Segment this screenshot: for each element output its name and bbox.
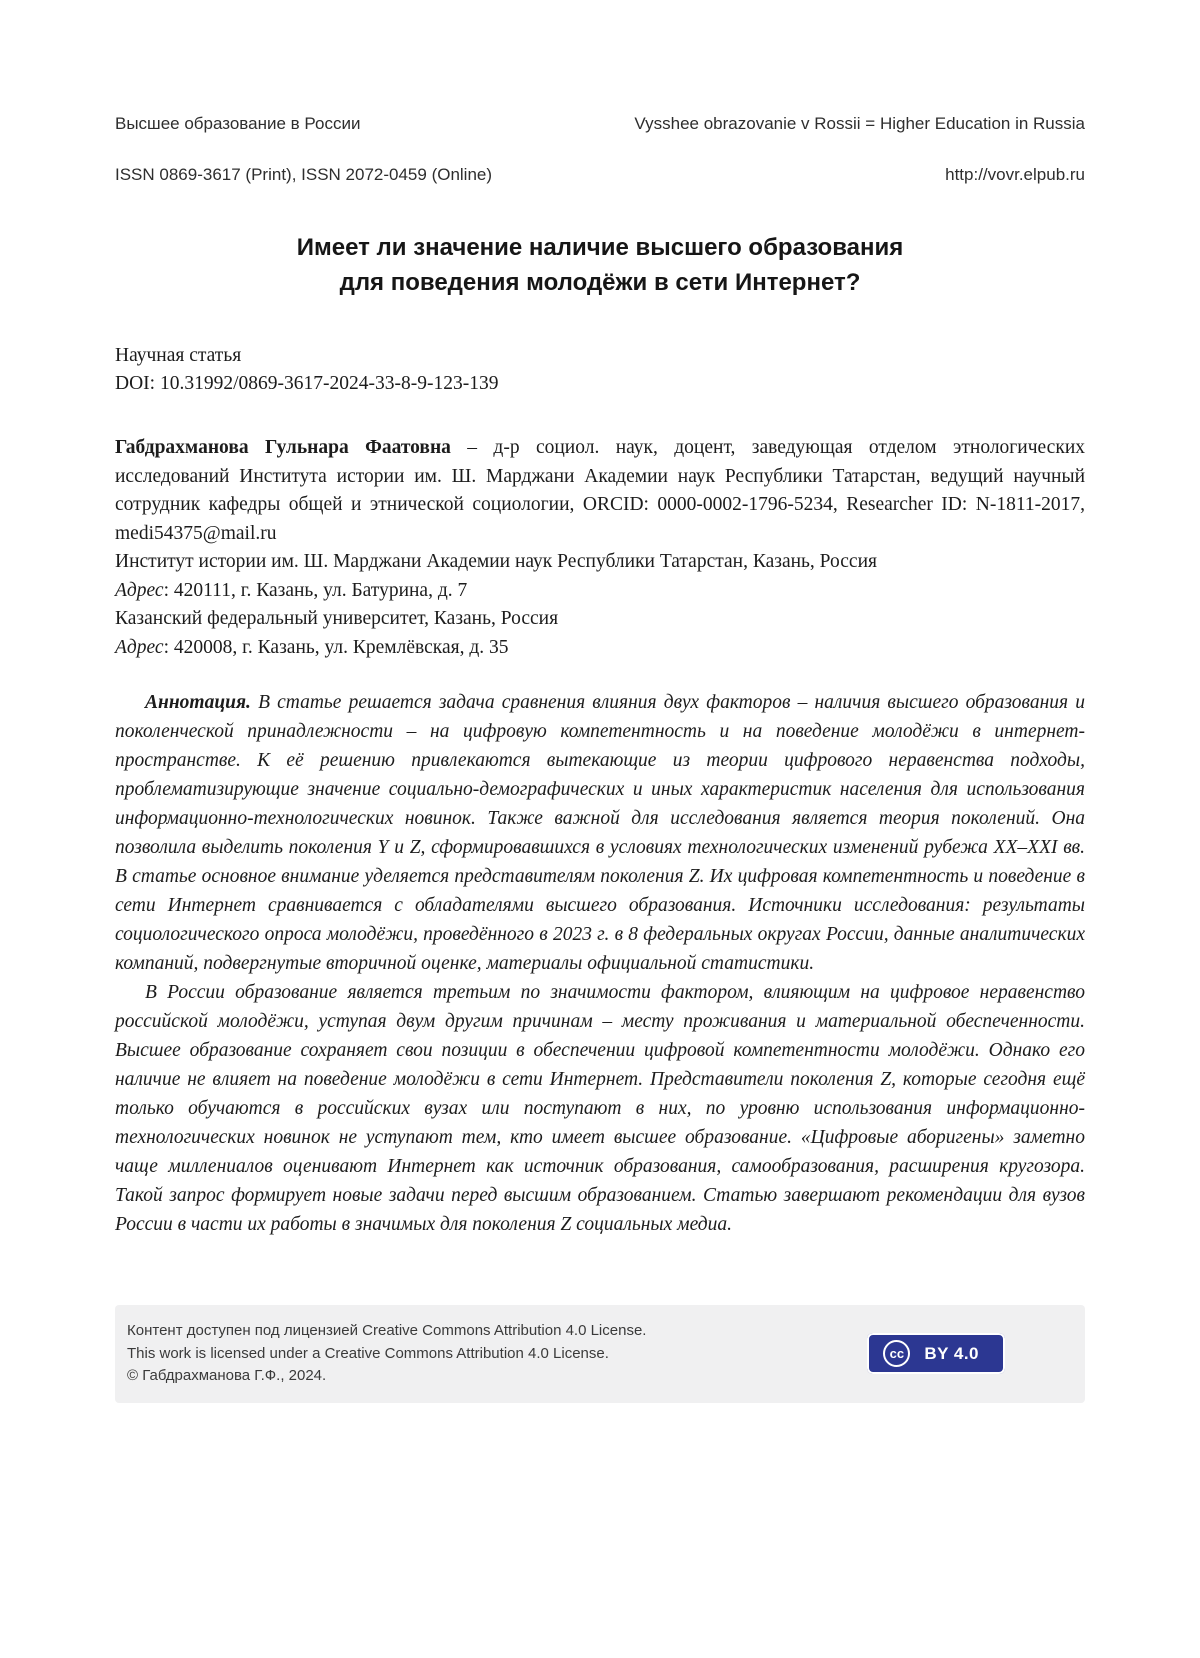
journal-header-row	[115, 114, 1085, 134]
article-type-label: Научная статья	[115, 345, 242, 366]
author-bio-text: – д-р социол. наук, доцент, заведующая отделом этнологических исследований Института истории им. Ш. Марджани Академии наук Республики Татарстан, ведущий научный сотрудник кафедры общей и этнической социологии, ORCID: 0000-0002-1796-5234, Researcher ID: N-1811-2017, medi54375@mail.ru	[115, 437, 1085, 544]
copyright-line: © Габдрахманова Г.Ф., 2024.	[127, 1367, 327, 1384]
abstract-paragraph-2: В России образование является третьим по значимости фактором, влияющим на цифровое неравенство российской молодёжи, уступая двум другим причинам – месту проживания и материальной обеспеченности. Высшее образование сохраняет свои позиции в обеспечении цифровой компетентности молодёжи. Однако его наличие не влияет на поведение молодёжи в сети Интернет. Представители поколения Z, которые сегодня ещё только обучаются в российских вузах или поступают в них, по уровню использования информационно-технологических новинок не уступают тем, кто имеет высшее образование. «Цифровые аборигены» заметно чаще миллениалов оценивают Интернет как источник образования, самообразования, расширения кругозора. Такой запрос формирует новые задачи перед высшим образованием. Статью завершают рекомендации для вузов России в части их работы в значимых для поколения Z социальных медиа.	[115, 982, 1085, 1235]
journal-title-ru: Высшее образование в России	[115, 114, 361, 133]
cc-icon-text: cc	[889, 1346, 905, 1362]
address-1-label: Адрес	[115, 579, 164, 601]
author-block	[115, 434, 1085, 662]
cc-icon	[883, 1340, 910, 1367]
license-line-ru: Контент доступен под лицензией Creative Commons Attribution 4.0 License.	[127, 1322, 647, 1339]
abstract-paragraph-1-text: В статье решается задача сравнения влияния двух факторов – наличия высшего образования и поколенческой принадлежности – на цифровую компетентность и на поведение молодёжи в интернет-пространстве. К её решению привлекаются вытекающие из теории цифрового неравенства подходы, проблематизирующие значение социально-демографических и иных характеристик населения для использования информационно-технологических новинок. Также важной для исследования является теория поколений. Она позволила выделить поколения Y и Z, сформировавшихся в условиях технологических изменений рубежа XX–XXI вв. В статье основное внимание уделяется представителям поколения Z. Их цифровая компетентность и поведение в сети Интернет сравнивается с обладателями высшего образования. Источники исследования: результаты социологического опроса молодёжи, проведённого в 2023 г. в 8 федеральных округах России, данные аналитических компаний, подвергнутые вторичной оценке, материалы официальной статистики.	[115, 692, 1085, 974]
abstract-section	[115, 688, 1085, 1239]
license-box	[115, 1305, 1085, 1403]
address-2-value: : 420008, г. Казань, ул. Кремлёвская, д. 35	[163, 636, 509, 658]
address-2-label: Адрес	[115, 636, 164, 658]
article-meta	[115, 342, 1085, 398]
abstract-label: Аннотация.	[145, 692, 251, 713]
journal-issn-row	[115, 165, 1085, 185]
article-title	[115, 230, 1085, 300]
journal-url-link[interactable]: http://vovr.elpub.ru	[945, 165, 1085, 184]
author-address-2	[115, 634, 1085, 663]
abstract-paragraph-1	[115, 688, 1085, 978]
cc-badge-label: BY 4.0	[924, 1343, 979, 1363]
address-1-value: : 420111, г. Казань, ул. Батурина, д. 7	[163, 579, 468, 601]
author-name: Габдрахманова Гульнара Фаатовна	[115, 437, 451, 458]
cc-by-badge[interactable]	[867, 1333, 1005, 1374]
license-line-en: This work is licensed under a Creative Commons Attribution 4.0 License.	[127, 1344, 609, 1362]
author-address-1	[115, 577, 1085, 606]
issn-text: ISSN 0869-3617 (Print), ISSN 2072-0459 (Online)	[115, 165, 493, 184]
article-title-line-1: Имеет ли значение наличие высшего образования	[296, 234, 904, 261]
journal-title-en: Vysshee obrazovanie v Rossii = Higher Education in Russia	[634, 114, 1085, 133]
license-text	[127, 1320, 646, 1388]
author-affiliation-2: Казанский федеральный университет, Казань, Россия	[115, 608, 559, 629]
article-title-line-2: для поведения молодёжи в сети Интернет?	[339, 269, 861, 296]
author-affiliation-1: Институт истории им. Ш. Марджани Академии наук Республики Татарстан, Казань, Россия	[115, 551, 877, 572]
author-bio-paragraph	[115, 434, 1085, 548]
article-doi: DOI: 10.31992/0869-3617-2024-33-8-9-123-139	[115, 373, 499, 394]
